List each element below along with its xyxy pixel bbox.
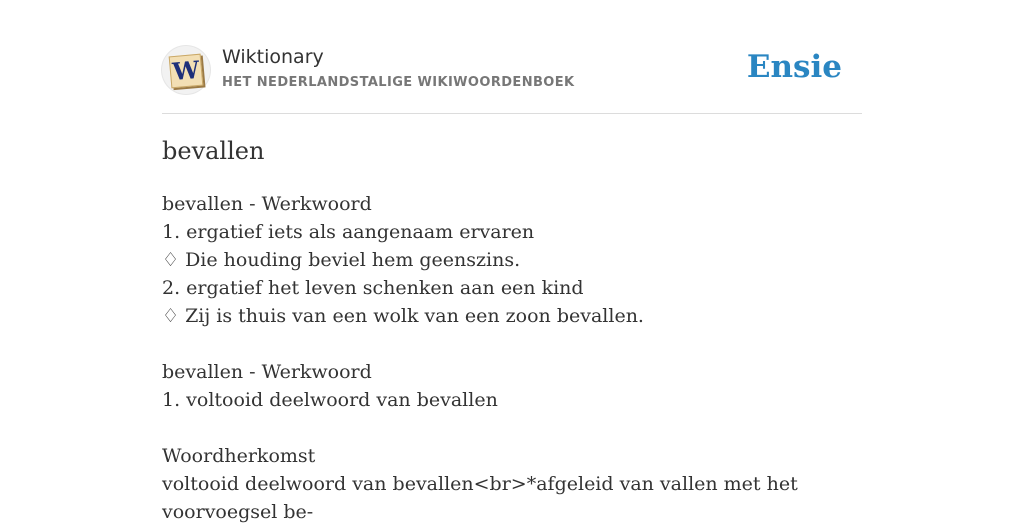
spacer [162,414,852,442]
definition-line: 1. ergatief iets als aangenaam ervaren [162,221,535,243]
logo-letter: W [171,54,201,87]
definition-line: 1. voltooid deelwoord van bevallen [162,389,498,411]
site-subtitle: HET NEDERLANDSTALIGE WIKIWOORDENBOEK [222,75,575,90]
page-container [162,0,862,523]
page-title: bevallen [162,137,265,165]
etymology-heading: Woordherkomst [162,445,316,467]
definition-content [162,190,852,526]
example-line: ♢ Die houding beviel hem geenszins. [162,249,521,271]
example-line: ♢ Zij is thuis van een wolk van een zoon bevallen. [162,305,644,327]
site-header [162,0,862,114]
site-title[interactable]: Wiktionary [222,46,324,68]
logo-tile [169,54,204,89]
etymology-text: voltooid deelwoord van bevallen<br>*afgeleid van vallen met het voorvoegsel be- [162,473,798,523]
ensie-brand-link[interactable]: Ensie [746,49,842,85]
entry-heading: bevallen - Werkwoord [162,193,372,215]
spacer [162,330,852,358]
definition-line: 2. ergatief het leven schenken aan een kind [162,277,584,299]
wiktionary-logo-icon[interactable] [162,46,210,94]
entry-heading: bevallen - Werkwoord [162,361,372,383]
